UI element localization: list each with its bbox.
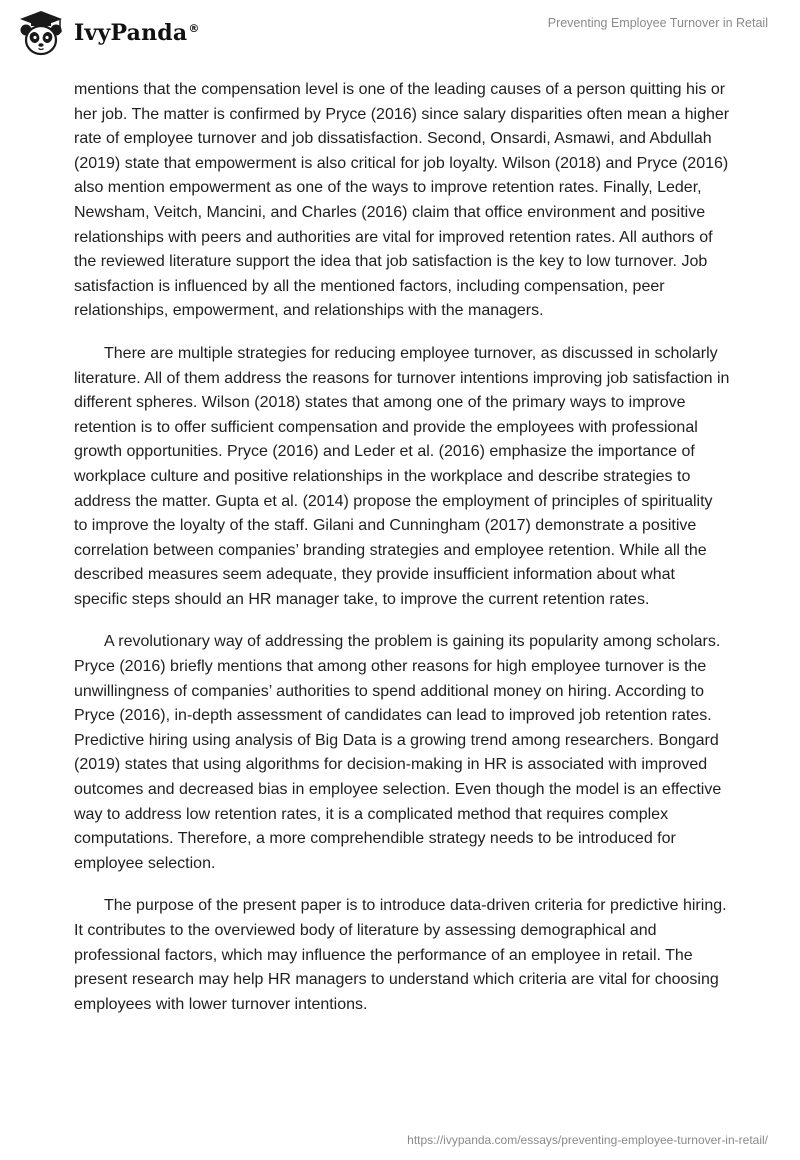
document-title: Preventing Employee Turnover in Retail — [547, 16, 768, 30]
registered-mark: ® — [188, 21, 200, 35]
page-header — [0, 0, 800, 70]
paragraph-2: There are multiple strategies for reducing employee turnover, as discussed in scholarly literature. All of them address the reasons for turnover intentions improving job satisfaction in different spheres. Wilson (2018) states that among one of the primary ways to improve retention is to offer sufficient compensation and provide the employees with professional growth opportunities. Pryce (2016) and Leder et al. (2016) emphasize the importance of workplace culture and positive relationships in the workplace and describe strategies to address the matter. Gupta et al. (2014) propose the employment of principles of spirituality to improve the loyalty of the staff. Gilani and Cunningham (2017) demonstrate a positive correlation between companies’ branding strategies and employee retention. While all the described measures seem adequate, they provide insufficient information about what specific steps should an HR manager take, to improve the current retention rates. — [74, 344, 730, 608]
paragraph-4: The purpose of the present paper is to introduce data-driven criteria for predictive hiring. It contributes to the overviewed body of literature by assessing demographical and professional factors, which may influence the performance of an employee in retail. The present research may help HR managers to understand which criteria are vital for choosing employees with lower turnover intentions. — [74, 897, 727, 1013]
brand-label: IvyPanda — [74, 20, 188, 46]
ivypanda-logo[interactable] — [16, 8, 200, 58]
brand-name — [74, 20, 200, 46]
essay-body — [74, 78, 730, 1035]
paragraph-3: A revolutionary way of addressing the problem is gaining its popularity among scholars. Pryce (2016) briefly mentions that among other reasons for high employee turnover is the unwillingness of companies’ authorities to spend additional money on hiring. According to Pryce (2016), in-depth assessment of candidates can lead to improved job retention rates. Predictive hiring using analysis of Big Data is a growing trend among researchers. Bongard (2019) states that using algorithms for decision-making in HR is associated with improved outcomes and decreased bias in employee selection. Even though the model is an effective way to address low retention rates, it is a complicated method that requires complex computations. Therefore, a more comprehendible strategy needs to be introduced for employee selection. — [74, 633, 722, 872]
paragraph-1: mentions that the compensation level is one of the leading causes of a person quitting his or her job. The matter is confirmed by Pryce (2016) since salary disparities often mean a higher rate of employee turnover and job dissatisfaction. Second, Onsardi, Asmawi, and Abdullah (2019) state that empowerment is also critical for job loyalty. Wilson (2018) and Pryce (2016) also mention empowerment as one of the ways to improve retention rates. Finally, Leder, Newsham, Veitch, Mancini, and Charles (2016) claim that office environment and positive relationships with peers and authorities are vital for improved retention rates. All authors of the reviewed literature support the idea that job satisfaction is the key to low turnover. Job satisfaction is influenced by all the mentioned factors, including compensation, peer relationships, empowerment, and relationships with the managers. — [74, 81, 730, 320]
source-url[interactable]: https://ivypanda.com/essays/preventing-employee-turnover-in-retail/ — [407, 1133, 768, 1147]
panda-graduate-icon — [16, 8, 66, 58]
